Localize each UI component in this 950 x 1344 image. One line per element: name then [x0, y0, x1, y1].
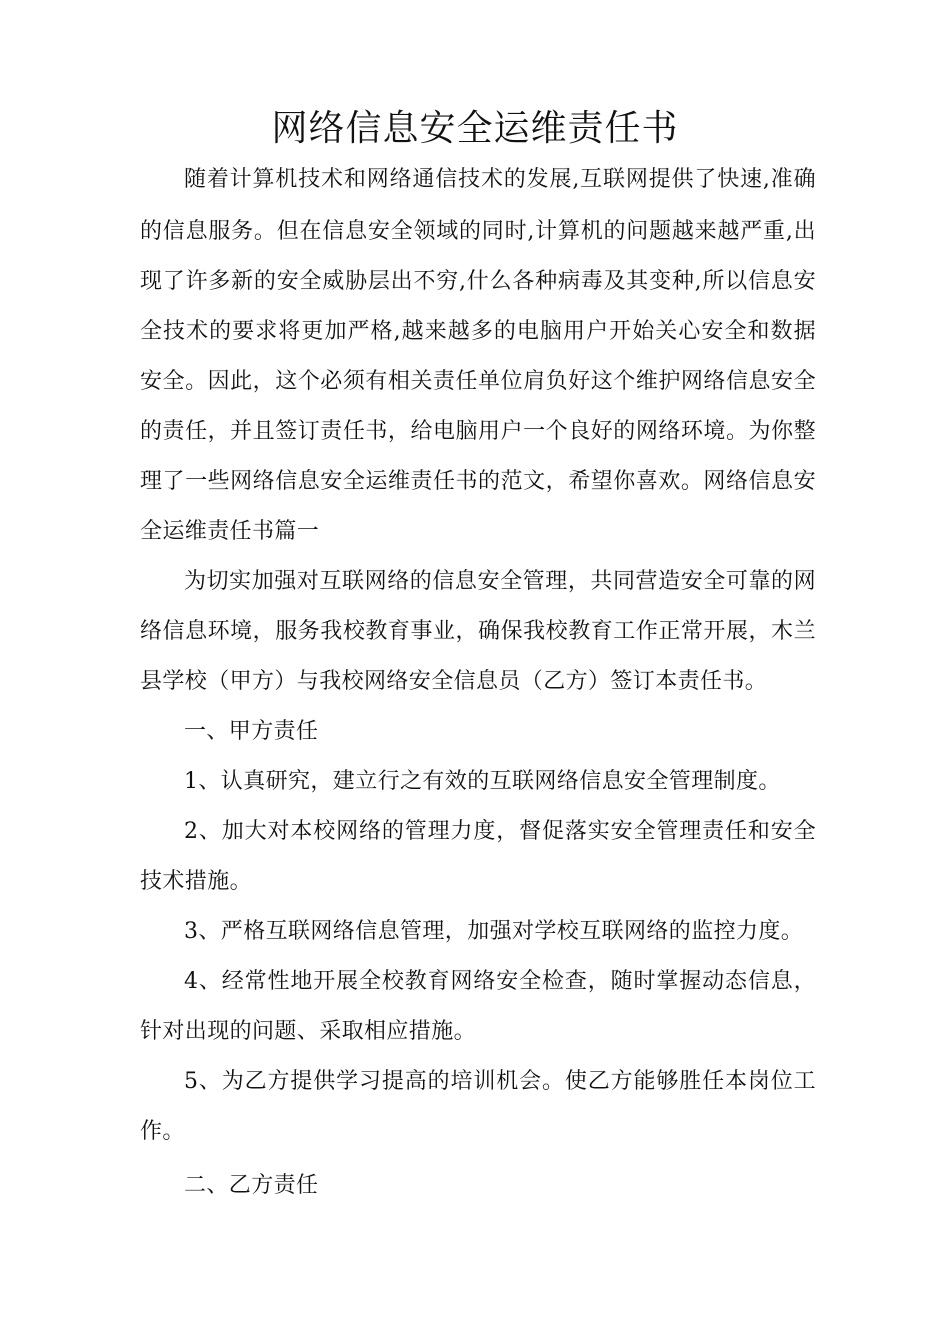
paragraph-line: 的信息服务。但在信息安全领域的同时,计算机的问题越来越严重,出 — [140, 219, 816, 244]
section-heading: 二、乙方责任 — [184, 1173, 319, 1198]
paragraph-line: 络信息环境，服务我校教育事业，确保我校教育工作正常开展，木兰 — [140, 619, 816, 644]
paragraph-line: 县学校（甲方）与我校网络安全信息员（乙方）签订本责任书。 — [140, 669, 768, 694]
paragraph-line: 全运维责任书篇一 — [140, 519, 320, 544]
section-heading: 一、甲方责任 — [184, 719, 319, 744]
list-item: 2、加大对本校网络的管理力度，督促落实安全管理责任和安全 — [184, 819, 816, 844]
list-item: 4、经常性地开展全校教育网络安全检查，随时掌握动态信息， — [184, 969, 816, 994]
document-title: 网络信息安全运维责任书 — [271, 108, 679, 149]
list-item: 1、认真研究，建立行之有效的互联网络信息安全管理制度。 — [184, 769, 781, 794]
list-item-continuation: 针对出现的问题、采取相应措施。 — [140, 1019, 477, 1044]
paragraph-line: 全技术的要求将更加严格,越来越多的电脑用户开始关心安全和数据 — [140, 319, 816, 344]
list-item: 5、为乙方提供学习提高的培训机会。使乙方能够胜任本岗位工 — [184, 1069, 816, 1094]
paragraph-line: 的责任，并且签订责任书，给电脑用户一个良好的网络环境。为你整 — [140, 419, 816, 444]
paragraph-line: 现了许多新的安全威胁层出不穷,什么各种病毒及其变种,所以信息安 — [140, 269, 816, 294]
list-item-continuation: 技术措施。 — [140, 869, 253, 894]
list-item: 3、严格互联网络信息管理，加强对学校互联网络的监控力度。 — [184, 919, 804, 944]
paragraph-line: 理了一些网络信息安全运维责任书的范文，希望你喜欢。网络信息安 — [140, 469, 816, 494]
paragraph-line: 安全。因此，这个必须有相关责任单位肩负好这个维护网络信息安全 — [140, 369, 816, 394]
paragraph-line: 为切实加强对互联网络的信息安全管理，共同营造安全可靠的网 — [184, 569, 816, 594]
list-item-continuation: 作。 — [140, 1119, 185, 1144]
paragraph-line: 随着计算机技术和网络通信技术的发展,互联网提供了快速,准确 — [184, 167, 816, 192]
